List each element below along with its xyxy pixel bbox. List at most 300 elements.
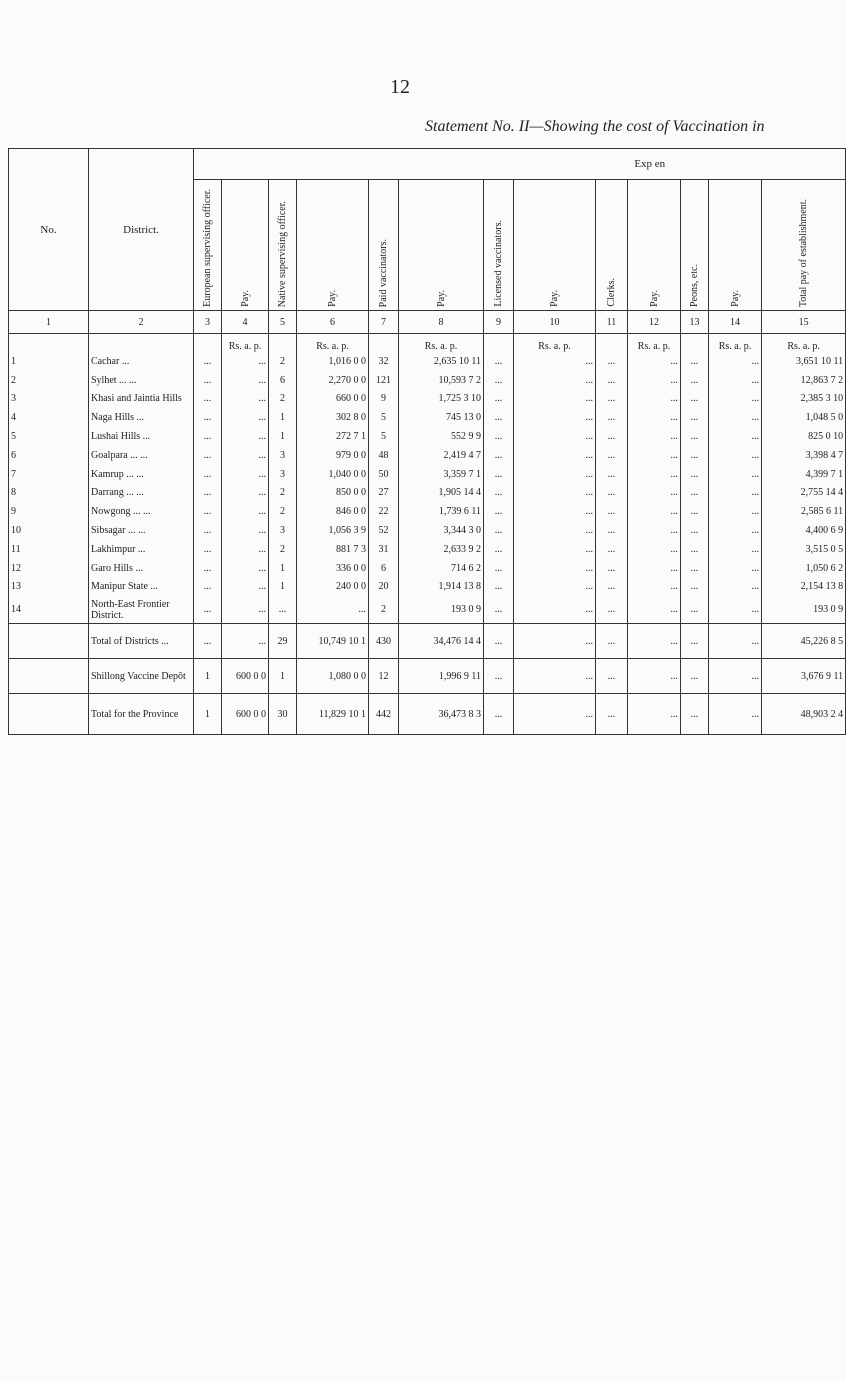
table-cell: 302 8 0 [297,408,369,427]
table-cell: 6 [9,446,89,465]
total-cell: 1,996 9 11 [399,659,484,694]
column-number: 9 [484,311,514,334]
header-expenditure: Exp en [194,149,846,180]
table-cell: ... [514,559,596,578]
table-cell: ... [484,446,514,465]
vaccine-depot-row [9,659,846,694]
table-cell: ... [681,408,709,427]
table-cell: ... [681,427,709,446]
table-cell: ... [709,427,762,446]
table-row [9,502,846,521]
column-number: 15 [762,311,846,334]
table-cell: ... [681,352,709,371]
table-cell: ... [484,352,514,371]
table-cell: ... [681,484,709,503]
table-cell: ... [484,559,514,578]
column-number: 4 [222,311,269,334]
table-cell: 336 0 0 [297,559,369,578]
table-cell: 552 9 9 [399,427,484,446]
table-cell: ... [514,484,596,503]
column-title-text: European supervising officer. [202,189,213,307]
column-number: 3 [194,311,222,334]
table-cell: ... [709,408,762,427]
table-cell: ... [269,596,297,624]
table-cell: 10 [9,521,89,540]
table-cell: 2 [9,371,89,390]
column-title [709,180,762,311]
table-cell: 3,515 0 5 [762,540,846,559]
table-cell: 193 0 9 [399,596,484,624]
district-name: Nowgong ... ... [89,502,194,521]
table-cell: ... [628,596,681,624]
table-cell: 881 7 3 [297,540,369,559]
total-cell: ... [514,659,596,694]
table-row [9,408,846,427]
table-cell: 3,359 7 1 [399,465,484,484]
table-cell: ... [222,427,269,446]
table-cell: ... [194,484,222,503]
table-cell: ... [681,540,709,559]
table-cell: ... [484,578,514,597]
table-row [9,352,846,371]
total-cell: ... [709,659,762,694]
table-cell: 1,050 6 2 [762,559,846,578]
total-cell: ... [596,624,628,659]
table-cell: 6 [369,559,399,578]
table-cell: 2 [269,352,297,371]
table-cell: ... [484,521,514,540]
table-cell: ... [484,465,514,484]
column-number: 8 [399,311,484,334]
table-cell: ... [194,578,222,597]
table-cell: 8 [9,484,89,503]
table-cell: 3,651 10 11 [762,352,846,371]
district-name: North-East Frontier District. [89,596,194,624]
table-cell: 1,056 3 9 [297,521,369,540]
table-cell: ... [628,390,681,409]
table-cell: 979 0 0 [297,446,369,465]
unit-row [9,334,846,353]
table-cell: 1 [9,352,89,371]
table-cell: ... [222,484,269,503]
table-cell: ... [596,446,628,465]
table-cell: 745 13 0 [399,408,484,427]
district-name: Kamrup ... ... [89,465,194,484]
table-cell: ... [596,596,628,624]
total-cell: ... [194,624,222,659]
table-cell: ... [514,502,596,521]
table-cell: ... [194,371,222,390]
total-cell: 1,080 0 0 [297,659,369,694]
column-number: 12 [628,311,681,334]
unit-label: Rs. a. p. [399,334,484,353]
table-cell: 9 [369,390,399,409]
column-title [369,180,399,311]
table-cell: ... [709,390,762,409]
table-cell: 2,270 0 0 [297,371,369,390]
table-cell: ... [484,484,514,503]
column-title [596,180,628,311]
total-cell: ... [222,624,269,659]
table-cell: 10,593 7 2 [399,371,484,390]
unit-label [194,334,222,353]
table-cell: ... [222,596,269,624]
table-cell: 2 [369,596,399,624]
table-cell: 11 [9,540,89,559]
table-cell: 2 [269,540,297,559]
column-number: 10 [514,311,596,334]
total-cell: 3,676 9 11 [762,659,846,694]
table-cell: 52 [369,521,399,540]
table-cell: 1,905 14 4 [399,484,484,503]
table-cell: ... [709,559,762,578]
table-cell: ... [596,352,628,371]
header-no: No. [9,149,89,311]
table-cell: 660 0 0 [297,390,369,409]
table-cell: ... [681,559,709,578]
unit-label: Rs. a. p. [709,334,762,353]
unit-label: Rs. a. p. [762,334,846,353]
table-cell: 48 [369,446,399,465]
table-cell: 5 [9,427,89,446]
total-cell: 45,226 8 5 [762,624,846,659]
table-cell: 31 [369,540,399,559]
table-cell: ... [484,502,514,521]
table-cell: ... [681,446,709,465]
column-title-text: Pay. [435,290,447,307]
table-cell: 1,048 5 0 [762,408,846,427]
table-cell: 272 7 1 [297,427,369,446]
district-name: Naga Hills ... [89,408,194,427]
table-cell: 2,385 3 10 [762,390,846,409]
table-cell: 2,633 9 2 [399,540,484,559]
unit-label: Rs. a. p. [297,334,369,353]
table-cell: ... [222,578,269,597]
table-cell: 2 [269,390,297,409]
table-cell: ... [514,390,596,409]
page-number: 12 [390,76,410,98]
table-body [9,334,846,735]
total-cell: 10,749 10 1 [297,624,369,659]
table-cell: ... [709,596,762,624]
table-cell: ... [194,352,222,371]
table-cell: 4,399 7 1 [762,465,846,484]
table-cell: 5 [369,408,399,427]
table-row [9,521,846,540]
total-cell: ... [628,659,681,694]
table-cell: 9 [9,502,89,521]
table-cell: 714 6 2 [399,559,484,578]
column-title-text: Clerks. [606,278,617,307]
table-row [9,390,846,409]
total-cell: 34,476 14 4 [399,624,484,659]
unit-label: Rs. a. p. [222,334,269,353]
table-cell: ... [628,484,681,503]
table-cell: 3 [269,465,297,484]
column-title [222,180,269,311]
table-cell: 1 [269,427,297,446]
table-cell: ... [514,465,596,484]
table-cell: ... [222,352,269,371]
total-cell: ... [514,694,596,735]
table-cell: ... [681,371,709,390]
district-name: Cachar ... [89,352,194,371]
total-cell: 36,473 8 3 [399,694,484,735]
table-cell: ... [194,390,222,409]
table-cell: ... [596,390,628,409]
table-cell: 6 [269,371,297,390]
table-cell: ... [484,427,514,446]
table-cell: 825 0 10 [762,427,846,446]
total-label: Total of Districts ... [89,624,194,659]
table-cell: ... [628,371,681,390]
table-cell: 22 [369,502,399,521]
unit-label [369,334,399,353]
table-cell: ... [194,408,222,427]
table-cell: ... [709,502,762,521]
table-cell: ... [514,446,596,465]
total-cell: 442 [369,694,399,735]
table-cell: ... [194,540,222,559]
table-cell: ... [628,446,681,465]
table-cell: ... [596,427,628,446]
column-number: 5 [269,311,297,334]
total-cell: 11,829 10 1 [297,694,369,735]
column-number: 1 [9,311,89,334]
unit-label [681,334,709,353]
table-cell: ... [628,502,681,521]
column-title-text: Pay. [327,290,338,307]
total-cell [9,694,89,735]
table-cell: ... [628,578,681,597]
table-cell: 3 [269,446,297,465]
table-cell: 2,585 6 11 [762,502,846,521]
table-cell: ... [709,540,762,559]
total-cell: ... [628,694,681,735]
table-cell: 2,635 10 11 [399,352,484,371]
table-cell: 850 0 0 [297,484,369,503]
table-cell: ... [681,390,709,409]
table-cell: 32 [369,352,399,371]
table-cell: ... [514,540,596,559]
table-row [9,371,846,390]
table-cell: 3 [9,390,89,409]
table-cell: 4,400 6 9 [762,521,846,540]
table-cell: 5 [369,427,399,446]
total-cell: ... [484,694,514,735]
table-cell: ... [596,484,628,503]
column-number: 2 [89,311,194,334]
table-cell: 3,398 4 7 [762,446,846,465]
table-row [9,427,846,446]
total-cell: 30 [269,694,297,735]
table-cell: ... [194,427,222,446]
column-title [194,180,222,311]
table-cell: ... [681,521,709,540]
total-cell: 1 [269,659,297,694]
table-cell: ... [514,578,596,597]
table-cell: ... [222,521,269,540]
district-name: Garo Hills ... [89,559,194,578]
total-cell: 29 [269,624,297,659]
column-title [484,180,514,311]
district-name: Manipur State ... [89,578,194,597]
column-number: 11 [596,311,628,334]
unit-label [9,334,89,353]
unit-label [89,334,194,353]
table-cell: ... [194,465,222,484]
table-cell: ... [222,502,269,521]
table-cell: ... [628,521,681,540]
unit-label: Rs. a. p. [628,334,681,353]
table-cell: 846 0 0 [297,502,369,521]
table-cell: ... [596,502,628,521]
total-label: Total for the Province [89,694,194,735]
table-cell: ... [596,540,628,559]
table-cell: 1 [269,559,297,578]
table-cell: 2,419 4 7 [399,446,484,465]
table-cell: ... [194,521,222,540]
table-cell: ... [596,578,628,597]
table-cell: 12 [9,559,89,578]
district-name: Khasi and Jaintia Hills [89,390,194,409]
table-cell: 50 [369,465,399,484]
table-cell: 1,914 13 8 [399,578,484,597]
column-title-text: Peons, etc. [689,263,700,307]
table-cell: 7 [9,465,89,484]
table-cell: ... [514,408,596,427]
table-cell: ... [484,371,514,390]
column-title-text: Pay. [239,290,251,307]
column-title [269,180,297,311]
table-cell: ... [709,446,762,465]
table-cell: 1 [269,408,297,427]
column-number: 14 [709,311,762,334]
total-cell: ... [681,624,709,659]
column-number: 6 [297,311,369,334]
table-cell: ... [596,408,628,427]
column-numbers-row [9,311,846,334]
table-cell: ... [681,465,709,484]
column-title [399,180,484,311]
district-name: Darrang ... ... [89,484,194,503]
table-cell: ... [297,596,369,624]
table-row [9,540,846,559]
total-cell: 1 [194,659,222,694]
district-name: Lushai Hills ... [89,427,194,446]
table-cell: 4 [9,408,89,427]
unit-label [596,334,628,353]
column-title-text: Pay. [729,290,741,307]
total-cell: ... [628,624,681,659]
table-row [9,578,846,597]
table-cell: ... [628,352,681,371]
table-cell: 1,739 6 11 [399,502,484,521]
table-row [9,559,846,578]
district-name: Lakhimpur ... [89,540,194,559]
total-of-districts-row [9,624,846,659]
table-row [9,446,846,465]
table-cell: ... [681,502,709,521]
table-cell: ... [484,408,514,427]
table-cell: ... [628,540,681,559]
header-district: District. [89,149,194,311]
table-row [9,484,846,503]
table-cell: ... [709,578,762,597]
table-cell: ... [514,427,596,446]
table-cell: ... [596,559,628,578]
column-title-text: Licensed vaccinators. [493,220,504,307]
total-province-row [9,694,846,735]
table-cell: 1,725 3 10 [399,390,484,409]
table-cell: ... [681,596,709,624]
unit-label: Rs. a. p. [514,334,596,353]
column-title-text: Pay. [549,290,560,307]
table-cell: 1,016 0 0 [297,352,369,371]
table-cell: 121 [369,371,399,390]
table-cell: ... [484,390,514,409]
table-cell: ... [681,578,709,597]
total-cell [9,624,89,659]
table-cell: 13 [9,578,89,597]
table-row [9,465,846,484]
column-title [762,180,846,311]
table-cell: 2 [269,484,297,503]
table-cell: ... [514,371,596,390]
table-cell: ... [628,427,681,446]
table-cell: ... [222,390,269,409]
column-title-text: Paid vaccinators. [378,238,389,307]
total-cell: ... [709,694,762,735]
table-cell: ... [596,371,628,390]
table-cell: ... [628,559,681,578]
table-cell: 3,344 3 0 [399,521,484,540]
total-cell: 430 [369,624,399,659]
table-cell: ... [709,521,762,540]
total-cell: ... [681,659,709,694]
table-cell: ... [194,502,222,521]
column-title [514,180,596,311]
column-title-text: Pay. [648,290,660,307]
table-cell: ... [628,408,681,427]
total-cell: 12 [369,659,399,694]
total-cell: ... [484,659,514,694]
total-cell: ... [514,624,596,659]
table-cell: ... [514,352,596,371]
table-cell: 193 0 9 [762,596,846,624]
district-name: Sibsagar ... ... [89,521,194,540]
table-cell: ... [222,371,269,390]
table-cell: 12,863 7 2 [762,371,846,390]
table-cell: 14 [9,596,89,624]
table-cell: 20 [369,578,399,597]
table-cell: ... [596,521,628,540]
total-label: Shillong Vaccine Depôt [89,659,194,694]
column-number: 7 [369,311,399,334]
district-name: Sylhet ... ... [89,371,194,390]
total-cell: ... [681,694,709,735]
district-name: Goalpara ... ... [89,446,194,465]
table-cell: ... [222,540,269,559]
table-cell: 2 [269,502,297,521]
table-cell: ... [222,408,269,427]
table-cell: ... [596,465,628,484]
table-cell: 2,154 13 8 [762,578,846,597]
total-cell [9,659,89,694]
table-row [9,596,846,624]
table-cell: ... [709,371,762,390]
cost-of-vaccination-table [8,148,846,735]
